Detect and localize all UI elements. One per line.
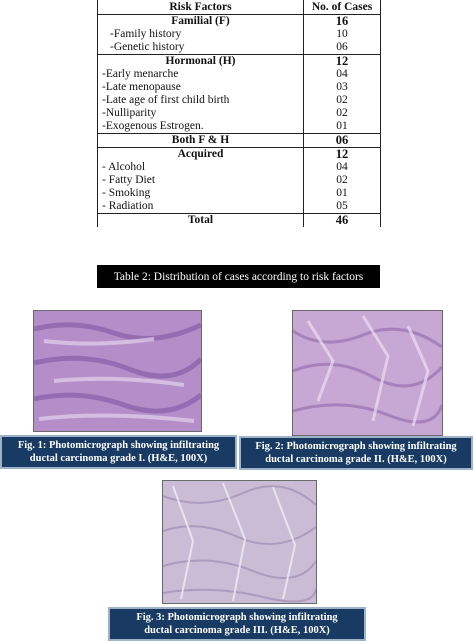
table-row <box>98 81 381 94</box>
table-row <box>98 200 381 214</box>
row-label: Both F & H <box>98 134 304 148</box>
row-value: 12 <box>304 148 381 162</box>
row-value: 02 <box>304 107 381 120</box>
row-value: 04 <box>304 68 381 81</box>
row-label: - Smoking <box>98 187 304 200</box>
table-caption: Table 2: Distribution of cases according to risk factors <box>97 265 380 288</box>
caption-line: ductal carcinoma grade I. (H&E, 100X) <box>29 453 208 464</box>
photomicrograph-image <box>293 311 442 435</box>
row-label: -Late age of first child birth <box>98 94 304 107</box>
figure-1-caption <box>0 435 237 469</box>
table-row <box>98 187 381 200</box>
row-label: -Exogenous Estrogen. <box>98 120 304 134</box>
table-row-total <box>98 214 381 228</box>
photomicrograph-image <box>34 311 201 431</box>
header-no-of-cases: No. of Cases <box>304 0 381 15</box>
header-risk-factors: Risk Factors <box>98 0 304 15</box>
row-label: Total <box>98 214 304 228</box>
row-label: Hormonal (H) <box>98 55 304 69</box>
figure-3-caption <box>108 607 366 641</box>
row-label: - Alcohol <box>98 161 304 174</box>
caption-line: Fig. 1: Photomicrograph showing infiltrating <box>17 440 220 451</box>
caption-line: Fig. 3: Photomicrograph showing infiltrating <box>136 612 338 623</box>
table-row <box>98 161 381 174</box>
table-row <box>98 107 381 120</box>
row-value: 02 <box>304 174 381 187</box>
photomicrograph-grade-1 <box>33 310 202 432</box>
row-value: 02 <box>304 94 381 107</box>
row-value: 01 <box>304 187 381 200</box>
photomicrograph-grade-2 <box>292 310 443 436</box>
row-label: Familial (F) <box>98 15 304 29</box>
caption-line: ductal carcinoma grade II. (H&E, 100X) <box>265 454 447 465</box>
row-value: 04 <box>304 161 381 174</box>
figure-2-caption <box>239 436 473 470</box>
row-value: 12 <box>304 55 381 69</box>
table-row <box>98 55 381 69</box>
table-row <box>98 28 381 41</box>
row-value: 16 <box>304 15 381 29</box>
row-value: 10 <box>304 28 381 41</box>
row-value: 01 <box>304 120 381 134</box>
row-label: -Late menopause <box>98 81 304 94</box>
row-label: -Nulliparity <box>98 107 304 120</box>
tissue-background <box>34 311 201 431</box>
row-label: - Fatty Diet <box>98 174 304 187</box>
row-label: -Early menarche <box>98 68 304 81</box>
table-row <box>98 68 381 81</box>
table-row <box>98 174 381 187</box>
table-row <box>98 148 381 162</box>
table-row <box>98 41 381 55</box>
row-value: 46 <box>304 214 381 228</box>
row-value: 06 <box>304 41 381 55</box>
table-header-row <box>98 0 381 15</box>
table-row <box>98 134 381 148</box>
table-row <box>98 15 381 29</box>
row-label: - Radiation <box>98 200 304 214</box>
row-label: Acquired <box>98 148 304 162</box>
row-value: 06 <box>304 134 381 148</box>
photomicrograph-image <box>163 481 316 603</box>
risk-factor-table <box>97 0 381 227</box>
row-label: -Genetic history <box>98 41 304 55</box>
table-row <box>98 94 381 107</box>
row-value: 05 <box>304 200 381 214</box>
row-label: -Family history <box>98 28 304 41</box>
photomicrograph-grade-3 <box>162 480 317 604</box>
row-value: 03 <box>304 81 381 94</box>
caption-line: ductal carcinoma grade III. (H&E, 100X) <box>144 625 330 636</box>
caption-line: Fig. 2: Photomicrograph showing infiltrating <box>255 441 457 452</box>
table-row <box>98 120 381 134</box>
